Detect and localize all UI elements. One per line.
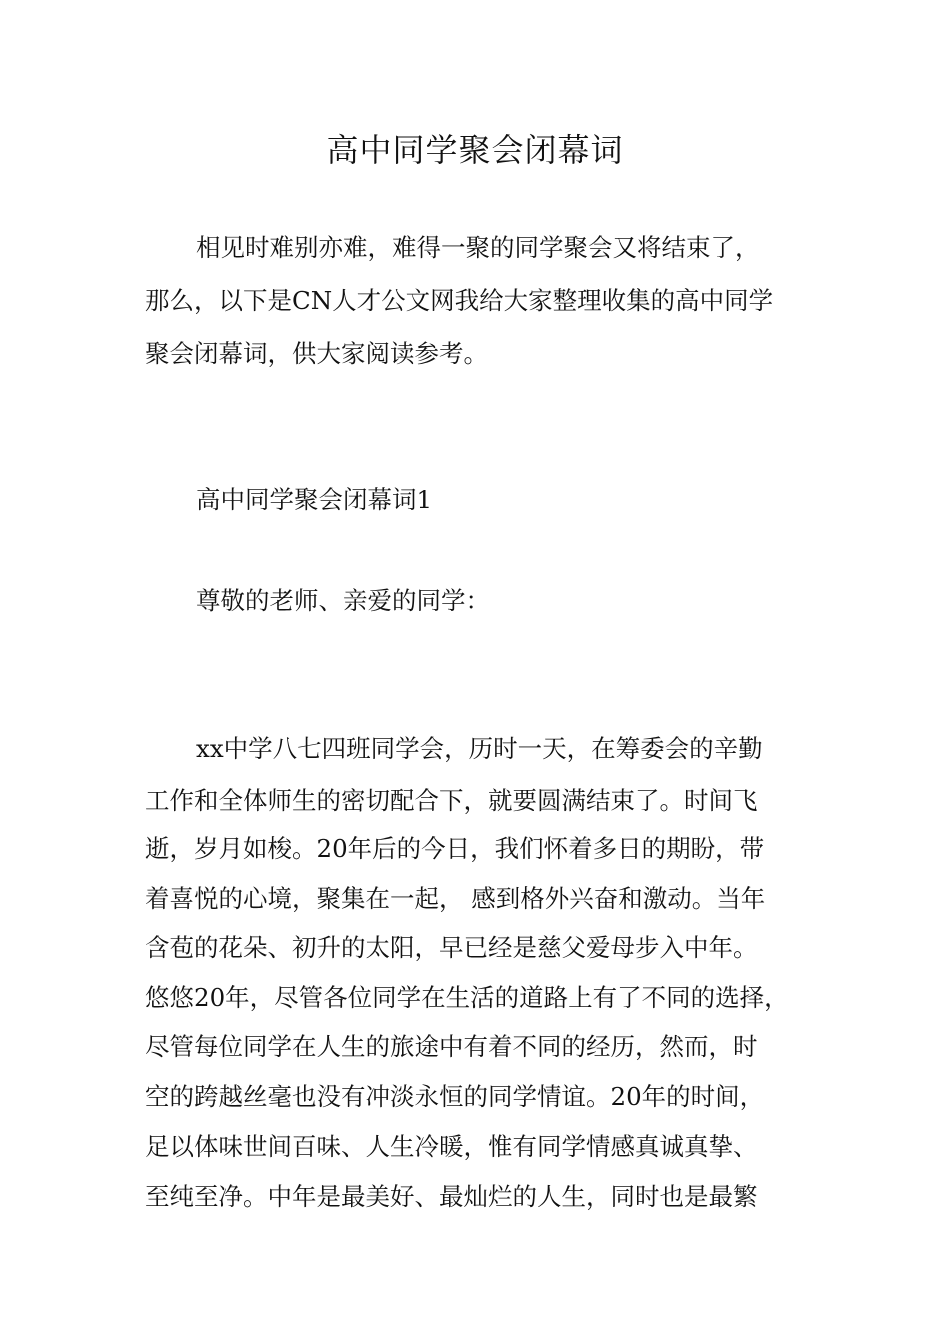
body-line-2: 工作和全体师生的密切配合下，就要圆满结束了。时间飞 [145, 786, 758, 815]
body-line-1: xx中学八七四班同学会，历时一天，在筹委会的辛勤 [196, 734, 763, 763]
document-title: 高中同学聚会闭幕词 [326, 131, 624, 169]
body-line-3: 逝，岁月如梭。20年后的今日，我们怀着多日的期盼，带 [145, 834, 765, 863]
intro-line-2: 那么，以下是CN人才公文网我给大家整理收集的高中同学 [145, 286, 774, 315]
body-line-7: 尽管每位同学在人生的旅途中有着不同的经历，然而，时 [145, 1032, 758, 1061]
body-line-6: 悠悠20年，尽管各位同学在生活的道路上有了不同的选择， [145, 983, 789, 1012]
body-line-8: 空的跨越丝毫也没有冲淡永恒的同学情谊。20年的时间， [145, 1082, 765, 1111]
body-line-4: 着喜悦的心境，聚集在一起， 感到格外兴奋和激动。当年 [145, 884, 766, 913]
section-heading: 高中同学聚会闭幕词1 [196, 485, 433, 514]
intro-line-1: 相见时难别亦难，难得一聚的同学聚会又将结束了， [196, 233, 760, 262]
body-line-5: 含苞的花朵、初升的太阳，早已经是慈父爱母步入中年。 [145, 933, 758, 962]
intro-line-3: 聚会闭幕词，供大家阅读参考。 [145, 339, 488, 368]
body-line-10: 至纯至净。中年是最美好、最灿烂的人生，同时也是最繁 [145, 1182, 758, 1211]
body-line-9: 足以体味世间百味、人生冷暖，惟有同学情感真诚真挚、 [145, 1132, 758, 1161]
salutation: 尊敬的老师、亲爱的同学： [196, 586, 490, 615]
